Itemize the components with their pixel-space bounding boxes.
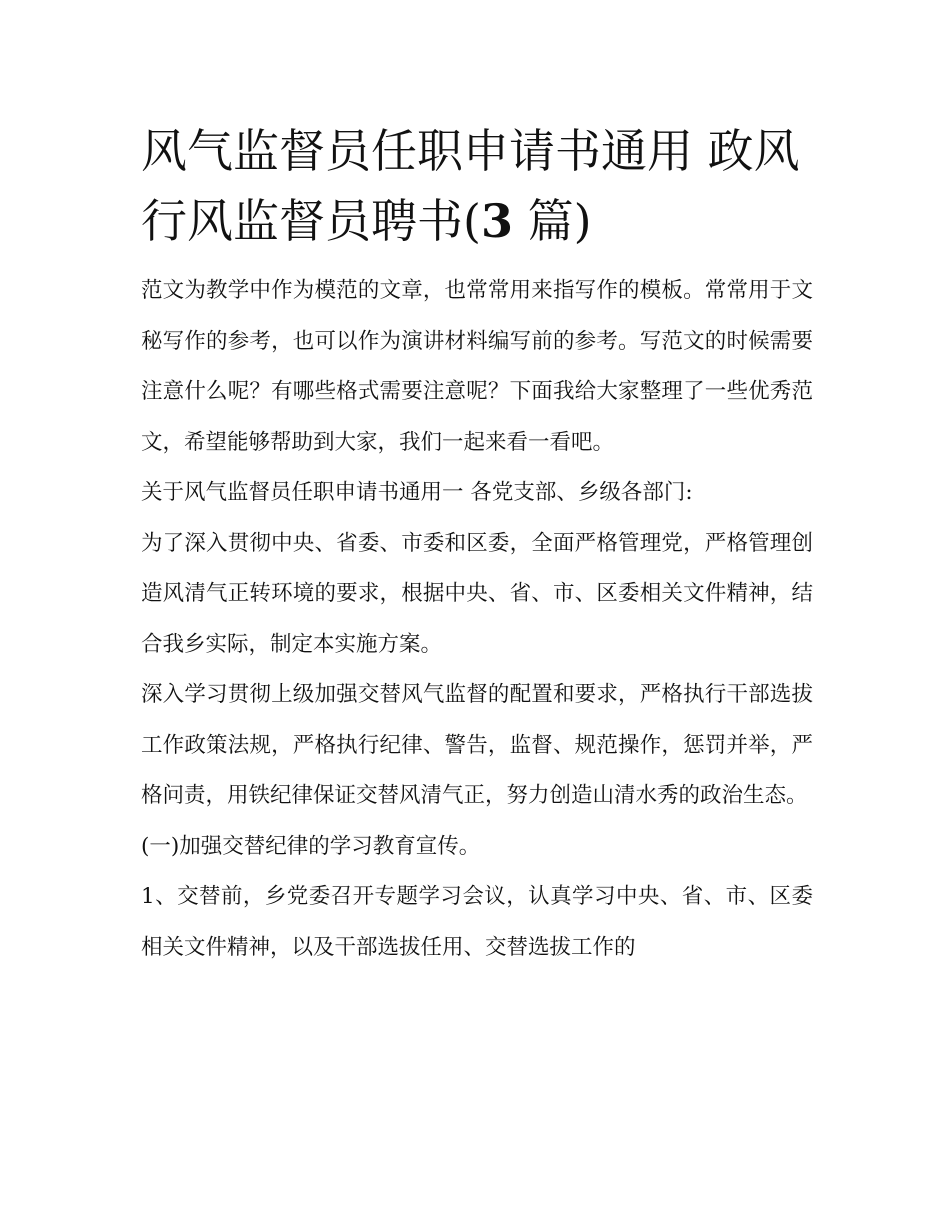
document-title (141, 116, 813, 256)
title-text-part1: 风气监督员任职申请书通用 政风行风监督员聘书( (141, 124, 800, 248)
paragraph-guidance: 深入学习贯彻上级加强交替风气监督的配置和要求，严格执行干部选拔工作政策法规，严格执行纪律、警告，监督、规范操作，惩罚并举，严格问责，用铁纪律保证交替风清气正，努力创造山清水秀的政治生态。 (141, 682, 813, 808)
paragraph-intro: 范文为教学中作为模范的文章，也常常用来指写作的模板。常常用于文秘写作的参考，也可以作为演讲材料编写前的参考。写范文的时候需要注意什么呢？有哪些格式需要注意呢？下面我给大家整理了一些优秀范文，希望能够帮助到大家，我们一起来看一看吧。 (141, 278, 813, 455)
paragraph-section-heading: (一)加强交替纪律的学习教育宣传。 (141, 833, 481, 859)
paragraph-heading-recipients: 关于风气监督员任职申请书通用一 各党支部、乡级各部门: (141, 480, 693, 505)
title-text-part2: 篇) (512, 194, 592, 248)
paragraph-item-1: 1、交替前，乡党委召开专题学习会议，认真学习中央、省、市、区委相关文件精神，以及干部选拔任用、交替选拔工作的 (141, 884, 813, 960)
document-page (141, 116, 813, 973)
title-text-bold: 3 (480, 194, 513, 248)
paragraph-purpose: 为了深入贯彻中央、省委、市委和区委，全面严格管理党，严格管理创造风清气正转环境的要求，根据中央、省、市、区委相关文件精神，结合我乡实际，制定本实施方案。 (141, 530, 813, 657)
